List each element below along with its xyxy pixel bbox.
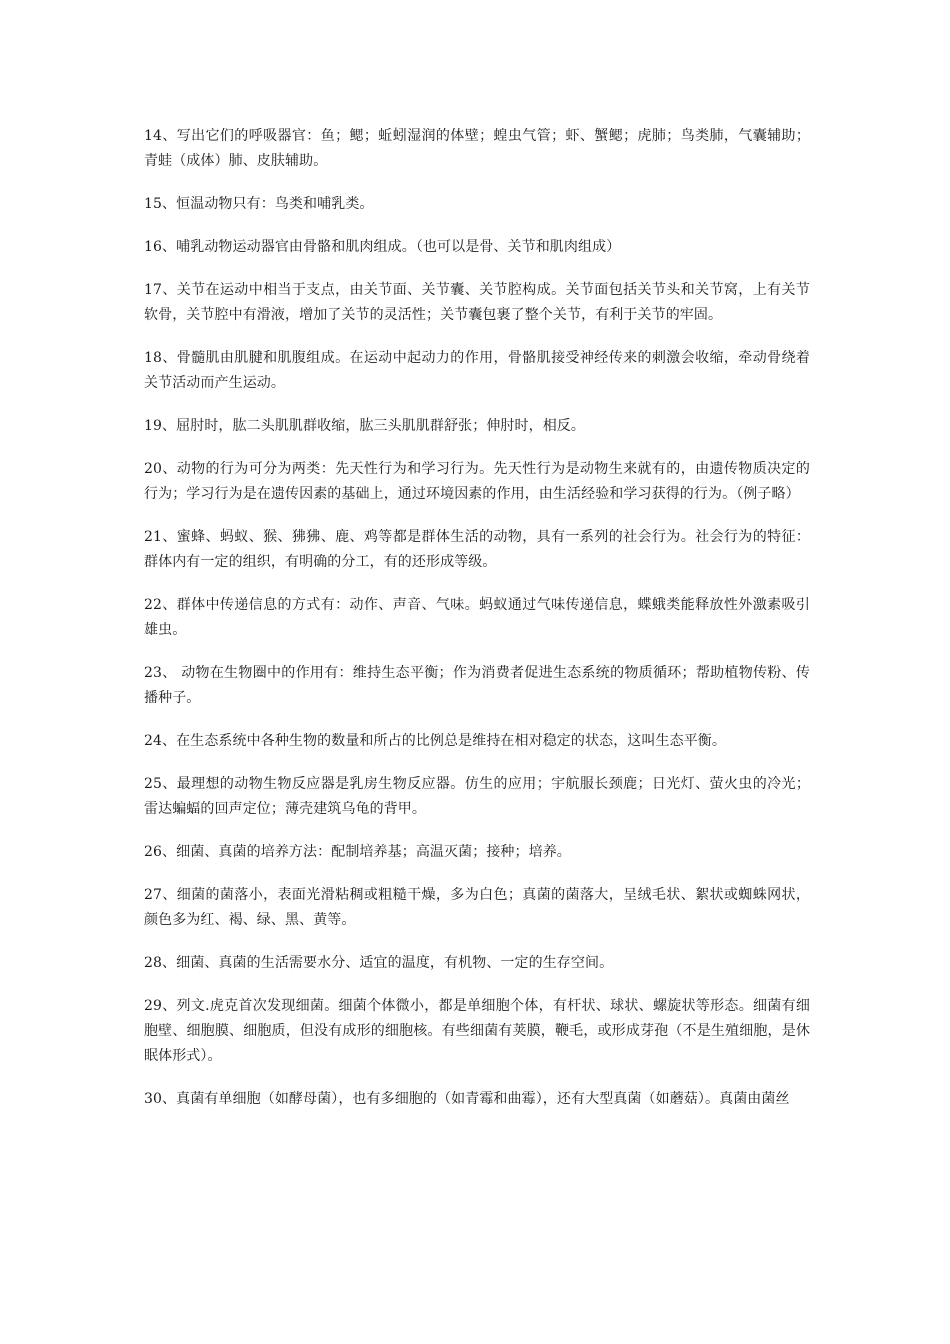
paragraph-25: 25、最理想的动物生物反应器是乳房生物反应器。仿生的应用；宇航服长颈鹿；日光灯、萤火虫的冷光；雷达蝙蝠的回声定位；薄壳建筑乌龟的背甲。	[144, 776, 810, 817]
paragraph-26: 26、细菌、真菌的培养方法：配制培养基；高温灭菌；接种；培养。	[144, 844, 571, 860]
paragraph-17: 17、关节在运动中相当于支点，由关节面、关节囊、关节腔构成。关节面包括关节头和关节窝，上有关节软骨，关节腔中有滑液，增加了关节的灵活性；关节囊包裹了整个关节，有利于关节的牢固。	[144, 282, 810, 323]
paragraph-14: 14、写出它们的呼吸器官：鱼；鳃；蚯蚓湿润的体壁；蝗虫气管；虾、蟹鳃；虎肺；鸟类肺，气囊辅助；青蛙（成体）肺、皮肤辅助。	[144, 128, 810, 169]
paragraph-28: 28、细菌、真菌的生活需要水分、适宜的温度，有机物、一定的生存空间。	[144, 955, 614, 971]
paragraph-18: 18、骨髓肌由肌腱和肌腹组成。在运动中起动力的作用，骨骼肌接受神经传来的刺激会收缩，牵动骨绕着关节活动而产生运动。	[144, 350, 810, 391]
paragraph-24: 24、在生态系统中各种生物的数量和所占的比例总是维持在相对稳定的状态，这叫生态平衡。	[144, 733, 727, 749]
paragraph-27: 27、细菌的菌落小，表面光滑粘稠或粗糙干燥，多为白色；真菌的菌落大，呈绒毛状、絮状或蜘蛛网状，颜色多为红、褐、绿、黑、黄等。	[144, 887, 810, 928]
paragraph-23: 23、 动物在生物圈中的作用有：维持生态平衡；作为消费者促进生态系统的物质循环；帮助植物传粉、传播种子。	[144, 665, 810, 706]
paragraph-19: 19、屈肘时，肱二头肌肌群收缩，肱三头肌肌群舒张；伸肘时，相反。	[144, 418, 586, 434]
paragraph-16: 16、哺乳动物运动器官由骨骼和肌肉组成。（也可以是骨、关节和肌肉组成）	[144, 239, 621, 255]
paragraph-21: 21、蜜蜂、蚂蚁、猴、狒狒、鹿、鸡等都是群体生活的动物，具有一系列的社会行为。社会行为的特征：群体内有一定的组织，有明确的分工，有的还形成等级。	[144, 529, 810, 570]
paragraph-15: 15、恒温动物只有：鸟类和哺乳类。	[144, 196, 374, 212]
paragraph-29: 29、列文.虎克首次发现细菌。细菌个体微小，都是单细胞个体，有杆状、球状、螺旋状等形态。细菌有细胞壁、细胞膜、细胞质，但没有成形的细胞核。有些细菌有荚膜，鞭毛，或形成芽孢（不是生殖细胞，是休眠体形式）。	[144, 998, 810, 1064]
document-body	[144, 124, 810, 1130]
paragraph-22: 22、群体中传递信息的方式有：动作、声音、气味。蚂蚁通过气味传递信息，蝶蛾类能释放性外激素吸引雄虫。	[144, 597, 810, 638]
paragraph-30: 30、真菌有单细胞（如酵母菌），也有多细胞的（如青霉和曲霉），还有大型真菌（如蘑菇）。真菌由菌丝	[144, 1091, 790, 1107]
paragraph-20: 20、动物的行为可分为两类：先天性行为和学习行为。先天性行为是动物生来就有的，由遗传物质决定的行为；学习行为是在遗传因素的基础上，通过环境因素的作用，由生活经验和学习获得的行为。（例子略）	[144, 461, 810, 502]
